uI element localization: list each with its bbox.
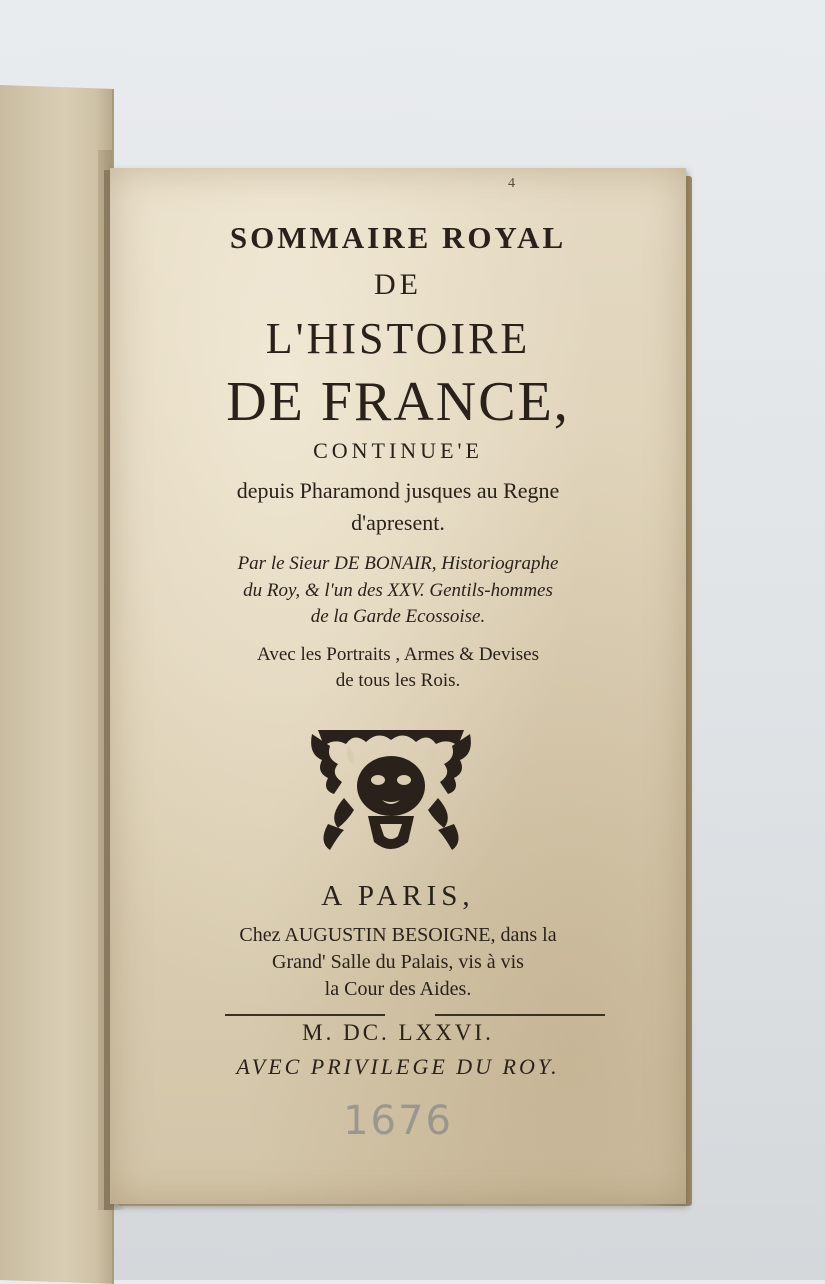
title-page [110, 168, 686, 1204]
imprint-line-1: Chez AUGUSTIN BESOIGNE, dans la [239, 924, 557, 946]
title-line-sommaire: SOMMAIRE ROYAL [229, 220, 567, 255]
imprint-place: A PARIS, [321, 880, 475, 912]
content-line-2: de tous les Rois. [335, 670, 461, 691]
page-mark: 4 [508, 176, 515, 191]
imprint-line-3: la Cour des Aides. [324, 978, 472, 1000]
author-line-1: Par le Sieur DE BONAIR, Historiographe [237, 553, 559, 574]
content-line-1: Avec les Portraits , Armes & Devises [257, 644, 539, 665]
privilege-line: AVEC PRIVILEGE DU ROY. [236, 1054, 560, 1079]
pencil-year-note: 1676 [343, 1098, 453, 1144]
divider-rule-left [225, 1014, 385, 1016]
grotesque-mask-ornament-icon [308, 724, 474, 858]
publication-date: M. DC. LXXVI. [302, 1020, 494, 1045]
subtitle-apresent: d'apresent. [351, 510, 445, 535]
author-line-2: du Roy, & l'un des XXV. Gentils-hommes [243, 580, 553, 601]
left-book-cover [0, 85, 114, 1284]
author-line-3: de la Garde Ecossoise. [310, 606, 486, 627]
subtitle-depuis: depuis Pharamond jusques au Regne [236, 478, 560, 503]
imprint-line-2: Grand' Salle du Palais, vis à vis [272, 951, 524, 973]
title-line-histoire: L'HISTOIRE [265, 314, 531, 363]
subtitle-continuee: CONTINUE'E [313, 438, 483, 463]
title-line-france: DE FRANCE, [226, 371, 570, 433]
title-line-de: DE [374, 268, 422, 301]
divider-rule-right [435, 1014, 605, 1016]
